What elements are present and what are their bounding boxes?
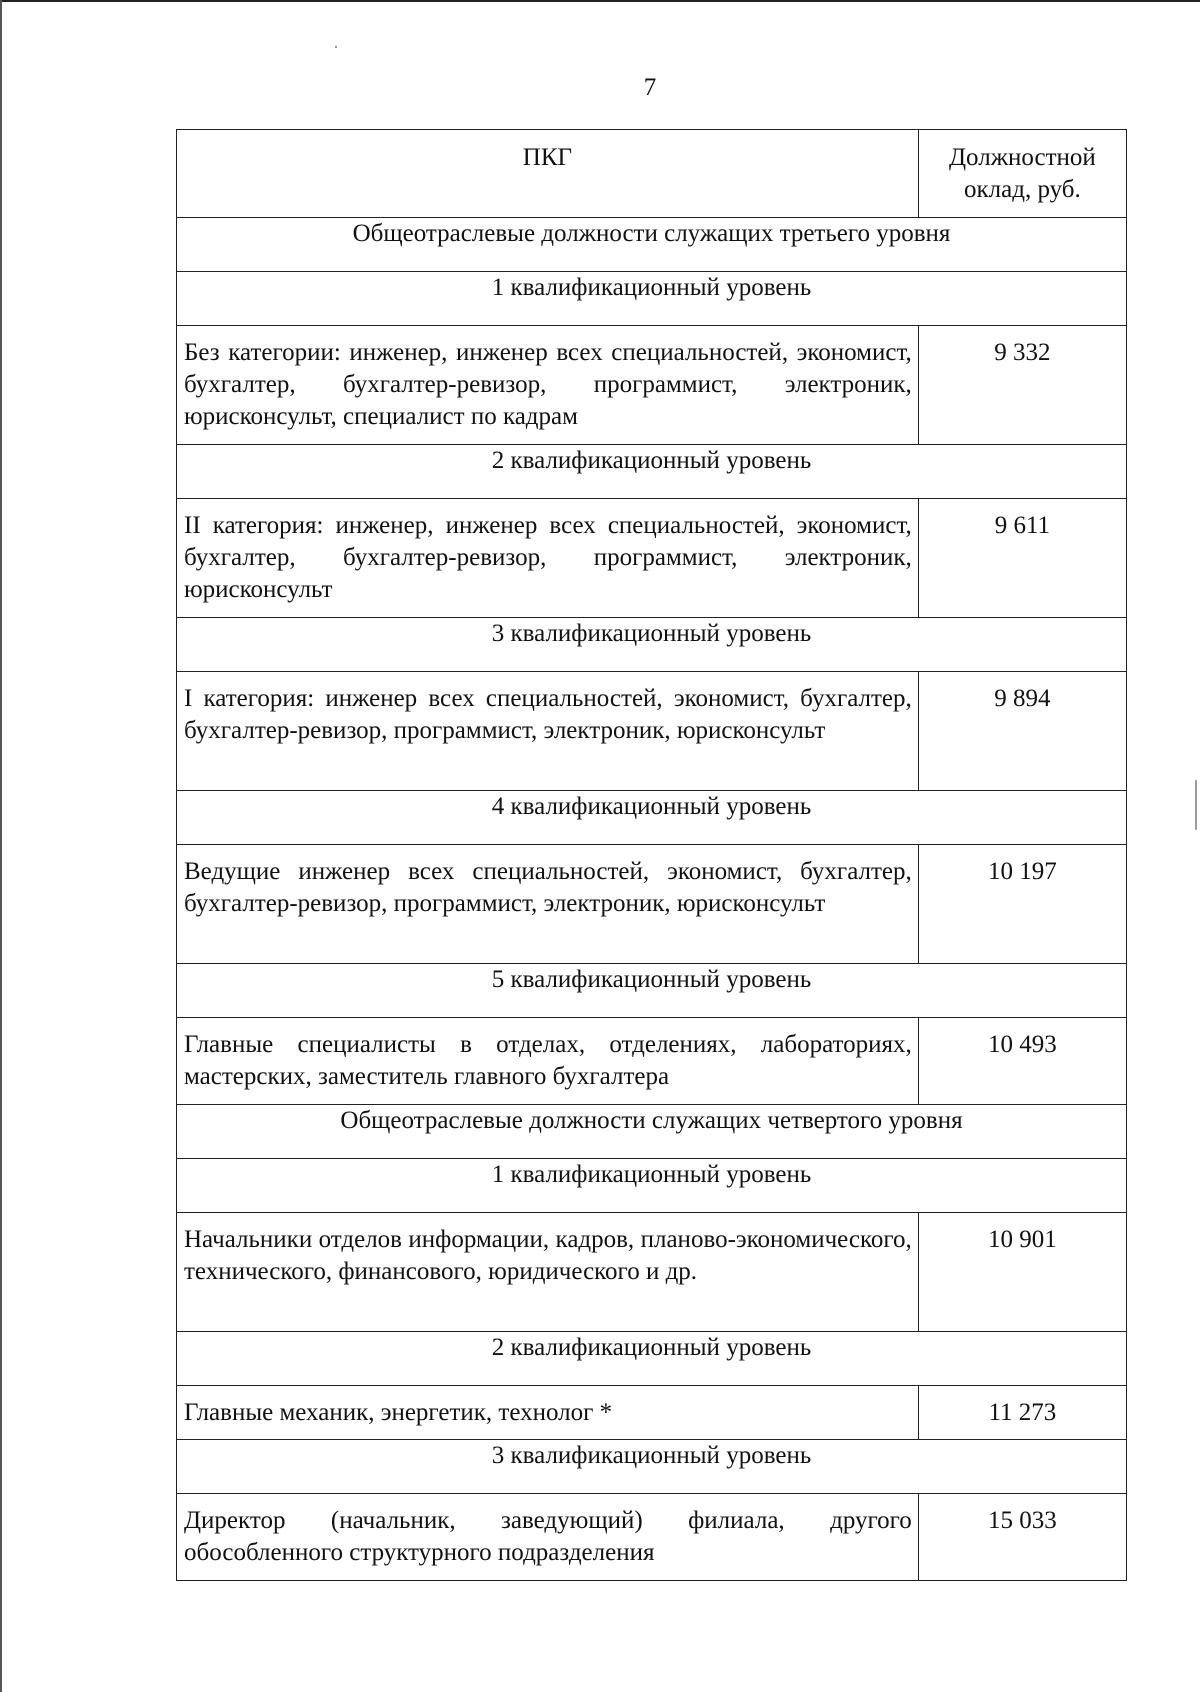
page-left-border <box>0 0 2 1692</box>
level-header-row <box>177 964 1127 1018</box>
salary-table-body <box>177 130 1127 1581</box>
level-title: 5 квалификационный уровень <box>177 964 1127 1018</box>
salary-value: 9 611 <box>918 499 1126 618</box>
level-header-row <box>177 1440 1127 1494</box>
position-description: Начальники отделов информации, кадров, планово-экономического, технического, финансового, юридического и др. <box>177 1213 919 1332</box>
position-description: I категория: инженер всех специальностей, экономист, бухгалтер, бухгалтер-ревизор, программист, электроник, юрисконсульт <box>177 672 919 791</box>
salary-value: 10 493 <box>918 1018 1126 1105</box>
table-row <box>177 1018 1127 1105</box>
level-header-row <box>177 791 1127 845</box>
level-title: 2 квалификационный уровень <box>177 445 1127 499</box>
table-row <box>177 326 1127 445</box>
level-header-row <box>177 272 1127 326</box>
level-title: 1 квалификационный уровень <box>177 1159 1127 1213</box>
section-title: Общеотраслевые должности служащих третьего уровня <box>177 218 1127 272</box>
position-description: Ведущие инженер всех специальностей, экономист, бухгалтер, бухгалтер-ревизор, программист, электроник, юрисконсульт <box>177 845 919 964</box>
salary-value: 10 197 <box>918 845 1126 964</box>
level-title: 1 квалификационный уровень <box>177 272 1127 326</box>
salary-value: 9 332 <box>918 326 1126 445</box>
header-pkg: ПКГ <box>177 130 919 218</box>
position-description: Без категории: инженер, инженер всех специальностей, экономист, бухгалтер, бухгалтер-ревизор, программист, электроник, юрисконсульт, специалист по кадрам <box>177 326 919 445</box>
salary-value: 9 894 <box>918 672 1126 791</box>
salary-value: 11 273 <box>918 1386 1126 1440</box>
section-header-row <box>177 218 1127 272</box>
table-row <box>177 672 1127 791</box>
position-description: II категория: инженер, инженер всех специальностей, экономист, бухгалтер, бухгалтер-ревизор, программист, электроник, юрисконсульт <box>177 499 919 618</box>
header-salary: Должностной оклад, руб. <box>918 130 1126 218</box>
level-title: 3 квалификационный уровень <box>177 1440 1127 1494</box>
table-row <box>177 1213 1127 1332</box>
scan-speck <box>335 46 337 48</box>
page-number-text: 7 <box>643 74 657 101</box>
section-header-row <box>177 1105 1127 1159</box>
salary-value: 15 033 <box>918 1494 1126 1581</box>
level-header-row <box>177 1332 1127 1386</box>
table-row <box>177 499 1127 618</box>
level-title: 4 квалификационный уровень <box>177 791 1127 845</box>
position-description: Главные специалисты в отделах, отделениях, лабораториях, мастерских, заместитель главного бухгалтера <box>177 1018 919 1105</box>
level-header-row <box>177 1159 1127 1213</box>
page-top-border <box>0 0 1200 2</box>
table-row <box>177 845 1127 964</box>
level-title: 3 квалификационный уровень <box>177 618 1127 672</box>
salary-value: 10 901 <box>918 1213 1126 1332</box>
level-header-row <box>177 445 1127 499</box>
table-row <box>177 1386 1127 1440</box>
table-row <box>177 1494 1127 1581</box>
scan-edge-mark <box>1195 780 1197 830</box>
page-number <box>0 74 1200 102</box>
level-title: 2 квалификационный уровень <box>177 1332 1127 1386</box>
position-description: Директор (начальник, заведующий) филиала, другого обособленного структурного подразделения <box>177 1494 919 1581</box>
salary-table <box>176 129 1127 1581</box>
level-header-row <box>177 618 1127 672</box>
position-description: Главные механик, энергетик, технолог * <box>177 1386 919 1440</box>
table-header-row <box>177 130 1127 218</box>
section-title: Общеотраслевые должности служащих четвертого уровня <box>177 1105 1127 1159</box>
